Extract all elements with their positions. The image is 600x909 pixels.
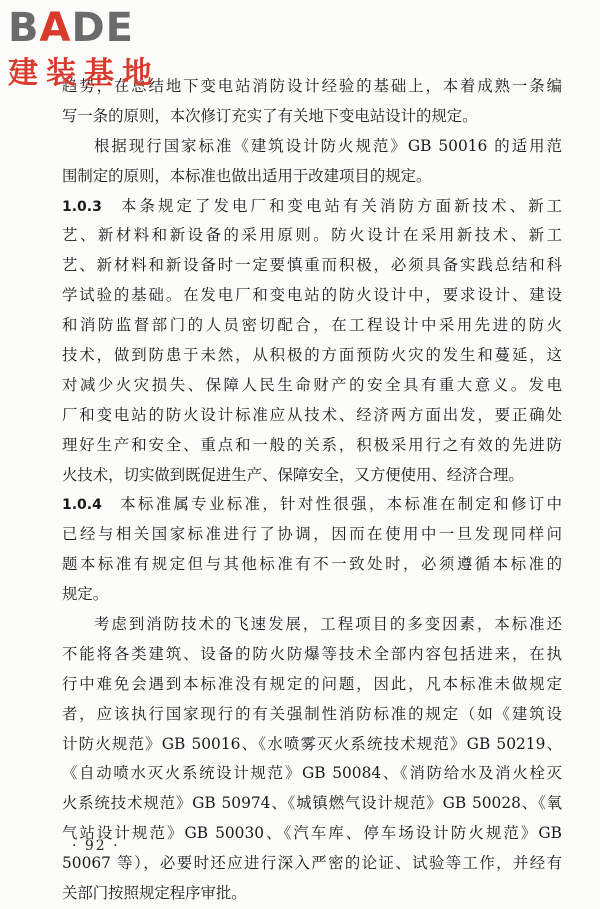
text-line: 《自动喷水灭火系统设计规范》GB 50084、《消防给水及消火栓灭	[62, 764, 562, 783]
text-line: 趋势，在总结地下变电站消防设计经验的基础上，本着成熟一条编	[62, 77, 562, 95]
text-line: 围制定的原则，本标准也做出适用于改建项目的规定。	[62, 166, 432, 185]
text-line: 厂和变电站的防火设计标准应从技术、经济两方面出发，要正确处	[62, 405, 562, 424]
text-line: 根据现行国家标准《建筑设计防火规范》GB 50016 的适用范	[94, 136, 562, 155]
text-line: 艺、新材料和新设备时一定要慎重而积极，必须具备实践总结和科	[62, 256, 562, 275]
text-line: 不能将各类建筑、设备的防火防爆等技术全部内容包括进来，在执	[62, 644, 562, 663]
text-line: 50067 等），必要时还应进行深入严密的论证、试验等工作，并经有	[62, 854, 562, 873]
text-line: 行中难免会遇到本标准没有规定的问题，因此，凡本标准未做规定	[62, 674, 562, 693]
section-number: 1.0.4	[62, 497, 102, 514]
text-line: 和消防监督部门的人员密切配合，在工程设计中采用先进的防火	[62, 316, 562, 335]
clause-text: 本标准属专业标准，针对性很强，本标准在制定和修订中	[117, 495, 562, 514]
text-line: 已经与相关国家标准进行了协调，因而在使用中一旦发现同样问	[62, 525, 562, 544]
text-line: 计防火规范》GB 50016、《水喷雾灭火系统技术规范》GB 50219、	[62, 734, 562, 753]
text-line: 技术，做到防患于未然，从积极的方面预防火灾的发生和蔓延，这	[62, 346, 562, 365]
clause-1-0-4	[62, 490, 562, 520]
document-body	[62, 72, 562, 909]
clause-1-0-3	[62, 192, 562, 222]
logo-chinese-text: 建装基地	[8, 56, 160, 91]
text-line: 火系统技术规范》GB 50974、《城镇燃气设计规范》GB 50028、《氧	[62, 794, 562, 813]
text-line: 对减少火灾损失、保障人民生命财产的安全具有重大意义。发电	[62, 375, 562, 394]
bade-logo	[8, 4, 178, 94]
text-line: 写一条的原则，本次修订充实了有关地下变电站设计的规定。	[62, 106, 478, 125]
text-line: 学试验的基础。在发电厂和变电站的防火设计中，要求设计、建设	[62, 286, 562, 305]
text-line: 关部门按照规定程序审批。	[62, 884, 247, 903]
text-line: 规定。	[62, 585, 109, 604]
text-line: 火技术，切实做到既促进生产、保障安全，又方便使用、经济合理。	[62, 465, 524, 484]
text-line: 艺、新材料和新设备的采用原则。防火设计在采用新技术、新工	[62, 226, 562, 245]
section-number: 1.0.3	[62, 198, 102, 215]
page-number: · 92 ·	[72, 838, 120, 854]
text-line: 者，应该执行国家现行的有关强制性消防标准的规定（如《建筑设	[62, 704, 562, 723]
clause-text: 本条规定了发电厂和变电站有关消防方面新技术、新工	[117, 196, 562, 215]
text-line: 理好生产和安全、重点和一般的关系，积极采用行之有效的先进防	[62, 435, 562, 454]
text-line: 气站设计规范》GB 50030、《汽车库、停车场设计防火规范》GB	[62, 824, 562, 843]
text-line: 考虑到消防技术的飞速发展，工程项目的多变因素，本标准还	[94, 615, 562, 634]
logo-wordmark: BADE	[8, 5, 134, 51]
text-line: 题本标准有规定但与其他标准有不一致处时，必须遵循本标准的	[62, 555, 562, 574]
